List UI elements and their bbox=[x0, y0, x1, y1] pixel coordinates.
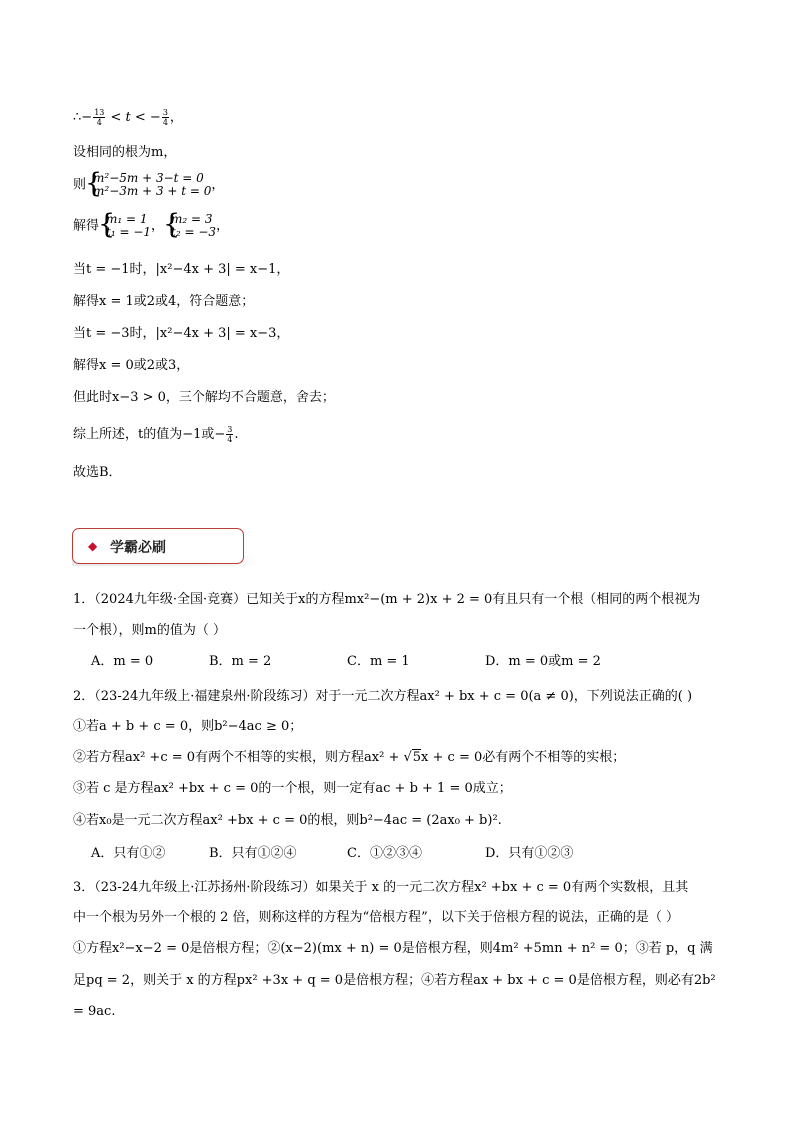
solution-line-11: 故选B． bbox=[73, 465, 122, 480]
question-2-statement-4: ④若x₀是一元二次方程ax² +bx + c = 0的根，则b²−4ac = (2ax₀ + b)². bbox=[73, 813, 502, 828]
option-c[interactable]: C．m = 1 bbox=[347, 654, 410, 669]
fraction: $\frac{3}{4}$ bbox=[162, 108, 168, 127]
question-2-line-1: 2．（23-24九年级上·福建泉州·阶段练习）对于一元二次方程ax² + bx + c = 0(a ≠ 0)，下列说法正确的( ) bbox=[73, 689, 693, 704]
option-c[interactable]: C．①②③④ bbox=[347, 846, 422, 861]
question-3-line-5: = 9ac. bbox=[73, 1004, 116, 1019]
option-b[interactable]: B．只有①②④ bbox=[209, 846, 297, 861]
question-3-line-2: 中一个根为另外一个根的 2 倍，则称这样的方程为“倍根方程”，以下关于倍根方程的说法，正确的是（ ） bbox=[73, 910, 679, 925]
solution-line-3: 则 { m²−5m + 3−t = 0 m²−3m + 3 + t = 0 ， bbox=[73, 172, 224, 198]
section-title: 学霸必刷 bbox=[110, 540, 166, 556]
solution-set-1: { m₁ = 1 t₁ = −1 bbox=[99, 213, 151, 239]
solution-set-2: { m₂ = 3 t₂ = −3 bbox=[164, 213, 216, 239]
question-1-line-2: 一个根），则m的值为（ ） bbox=[73, 623, 226, 638]
equation-system: { m²−5m + 3−t = 0 m²−3m + 3 + t = 0 bbox=[86, 172, 211, 198]
option-a[interactable]: A．只有①② bbox=[91, 846, 166, 861]
option-a[interactable]: A．m = 0 bbox=[91, 654, 154, 669]
solution-line-7: 当t = −3时，|x²−4x + 3| = x−3， bbox=[73, 326, 290, 341]
section-banner bbox=[72, 528, 244, 564]
solution-line-1: ∴− $\frac{13}{4}$ < t < − $\frac{3}{4}$ ， bbox=[73, 108, 183, 127]
option-d[interactable]: D．只有①②③ bbox=[485, 846, 574, 861]
question-1-line-1: 1．（2024九年级·全国·竞赛）已知关于x的方程mx²−(m + 2)x + 2 = 0有且只有一个根（相同的两个根视为 bbox=[73, 592, 701, 607]
question-3-line-1: 3．（23-24九年级上·江苏扬州·阶段练习）如果关于 x 的一元二次方程x² +bx + c = 0有两个实数根，且其 bbox=[73, 880, 689, 895]
diamond-icon: ◆ bbox=[88, 539, 98, 553]
question-3-line-4: 足pq = 2，则关于 x 的方程px² +3x + q = 0是倍根方程；④若方程ax + bx + c = 0是倍根方程，则必有2b² bbox=[73, 973, 716, 988]
option-b[interactable]: B．m = 2 bbox=[209, 654, 272, 669]
fraction: $\frac{3}{4}$ bbox=[227, 425, 233, 444]
question-2-statement-1: ①若a + b + c = 0，则b²−4ac ≥ 0； bbox=[73, 719, 303, 734]
sqrt-radicand: 5 bbox=[412, 750, 422, 765]
question-3-line-3: ①方程x²−x−2 = 0是倍根方程；②(x−2)(mx + n) = 0是倍根方程，则4m² +5mn + n² = 0；③若 p，q 满 bbox=[73, 941, 713, 956]
fraction: $\frac{13}{4}$ bbox=[94, 108, 105, 127]
solution-line-6: 解得x = 1或2或4，符合题意； bbox=[73, 294, 255, 309]
solution-line-8: 解得x = 0或2或3， bbox=[73, 358, 190, 373]
option-d[interactable]: D．m = 0或m = 2 bbox=[485, 654, 601, 669]
solution-line-10: 综上所述，t的值为−1或− $\frac{3}{4}$ . bbox=[73, 425, 239, 444]
solution-line-5: 当t = −1时，|x²−4x + 3| = x−1， bbox=[73, 262, 290, 277]
solution-line-2: 设相同的根为m， bbox=[73, 145, 177, 160]
solution-line-9: 但此时x−3 > 0，三个解均不合题意，舍去； bbox=[73, 390, 335, 405]
question-2-statement-2: ②若方程ax² +c = 0有两个不相等的实根，则方程ax² + √5x + c = 0必有两个不相等的实根； bbox=[73, 750, 626, 765]
question-2-statement-3: ③若 c 是方程ax² +bx + c = 0的一个根，则一定有ac + b + 1 = 0成立； bbox=[73, 781, 512, 796]
solution-line-4: 解得 { m₁ = 1 t₁ = −1 ， { m₂ = 3 t₂ = −3 ， bbox=[73, 213, 229, 239]
